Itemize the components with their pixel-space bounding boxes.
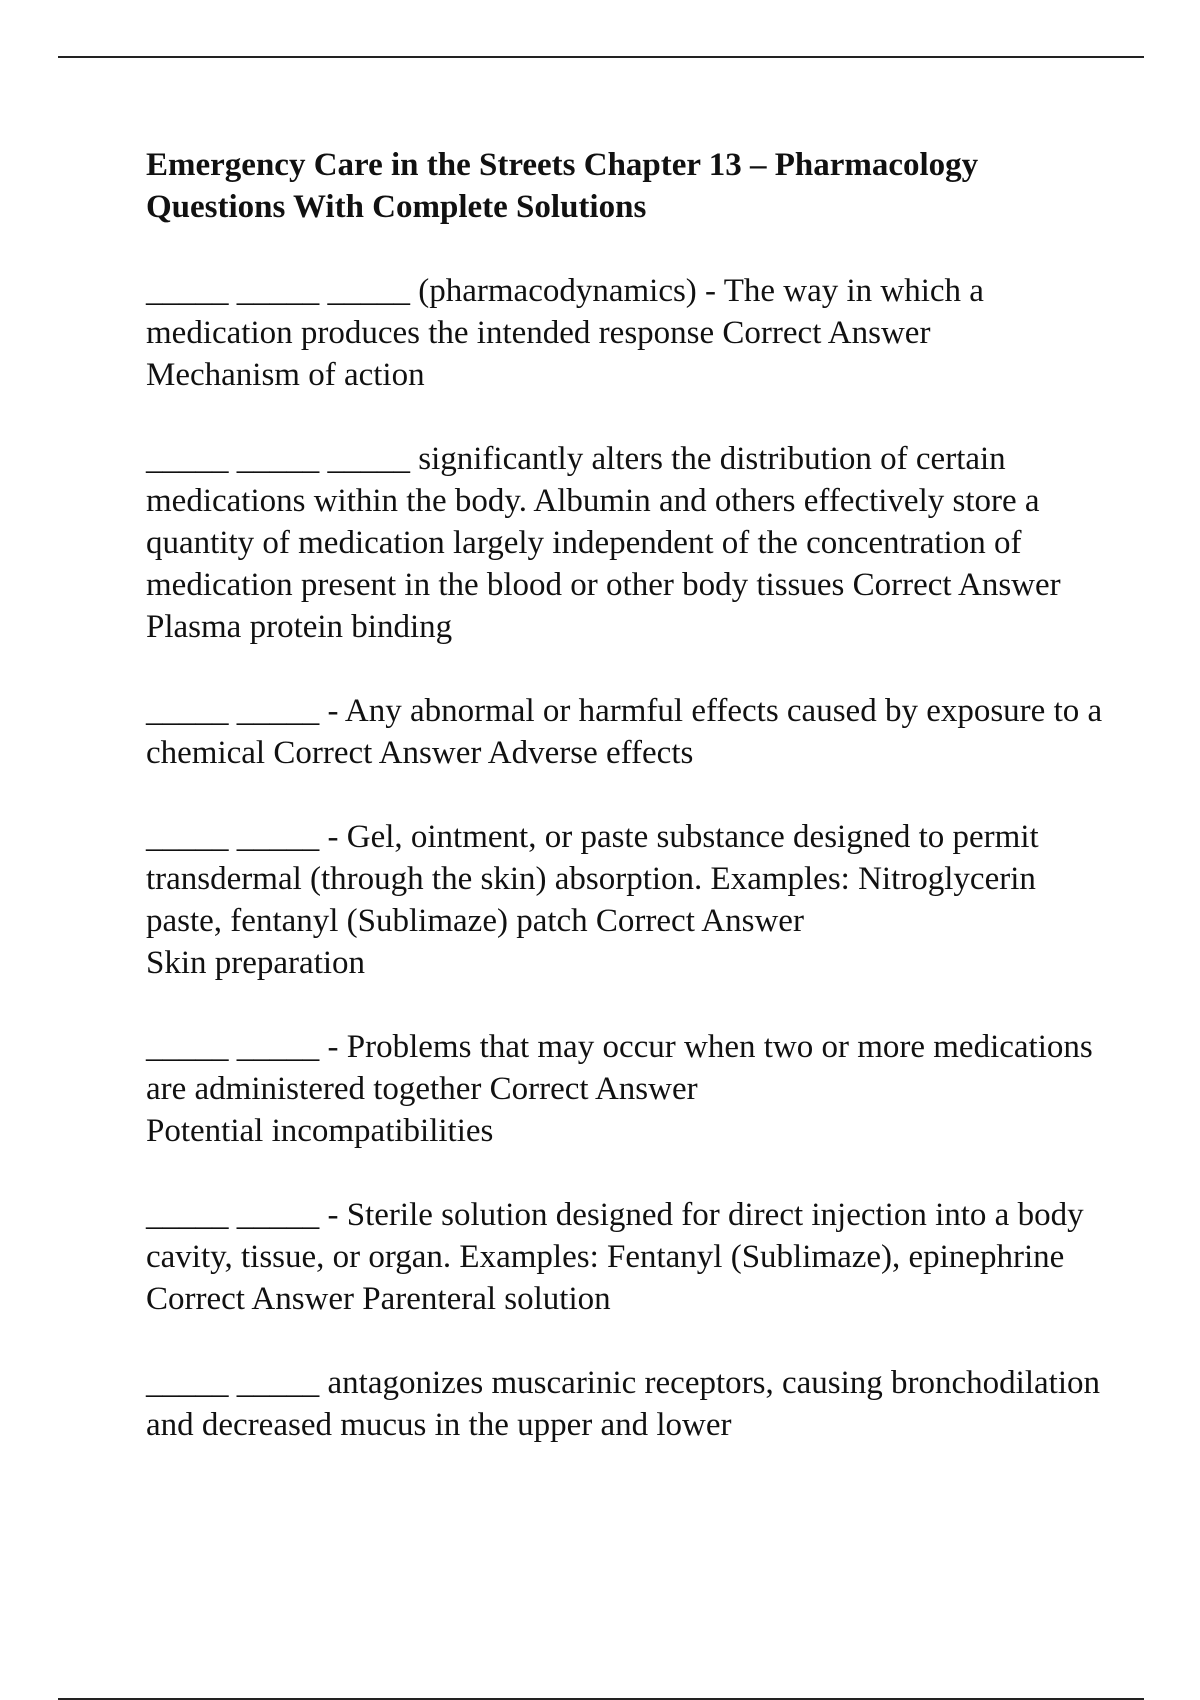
qa-item: _____ _____ - Sterile solution designed for direct injection into a body cavity, tissue, or organ. Examples: Fentanyl (Sublimaze), epinephrine Correct Answer Parenteral solution xyxy=(146,1197,1084,1317)
qa-item: _____ _____ - Problems that may occur when two or more medications are administered together Correct Answer Potential incompatibilities xyxy=(146,1029,1093,1149)
qa-item: _____ _____ - Any abnormal or harmful effects caused by exposure to a chemical Correct Answer Adverse effects xyxy=(146,693,1103,771)
qa-item: _____ _____ antagonizes muscarinic receptors, causing bronchodilation and decreased mucus in the upper and lower xyxy=(146,1365,1100,1443)
qa-item: _____ _____ - Gel, ointment, or paste substance designed to permit transdermal (through the skin) absorption. Examples: Nitroglycerin paste, fentanyl (Sublimaze) patch Correct Answer Skin preparation xyxy=(146,819,1039,981)
qa-item: _____ _____ _____ significantly alters the distribution of certain medications within the body. Albumin and others effectively store a quantity of medication largely independent of the concentration of medication present in the blood or other body tissues Correct Answer Plasma protein binding xyxy=(146,441,1061,645)
document-title: Emergency Care in the Streets Chapter 13 – Pharmacology Questions With Complete Solutions xyxy=(146,147,979,225)
document-body xyxy=(146,144,1106,1488)
qa-item: _____ _____ _____ (pharmacodynamics) - The way in which a medication produces the intended response Correct Answer Mechanism of action xyxy=(146,273,984,393)
top-divider xyxy=(58,56,1144,58)
